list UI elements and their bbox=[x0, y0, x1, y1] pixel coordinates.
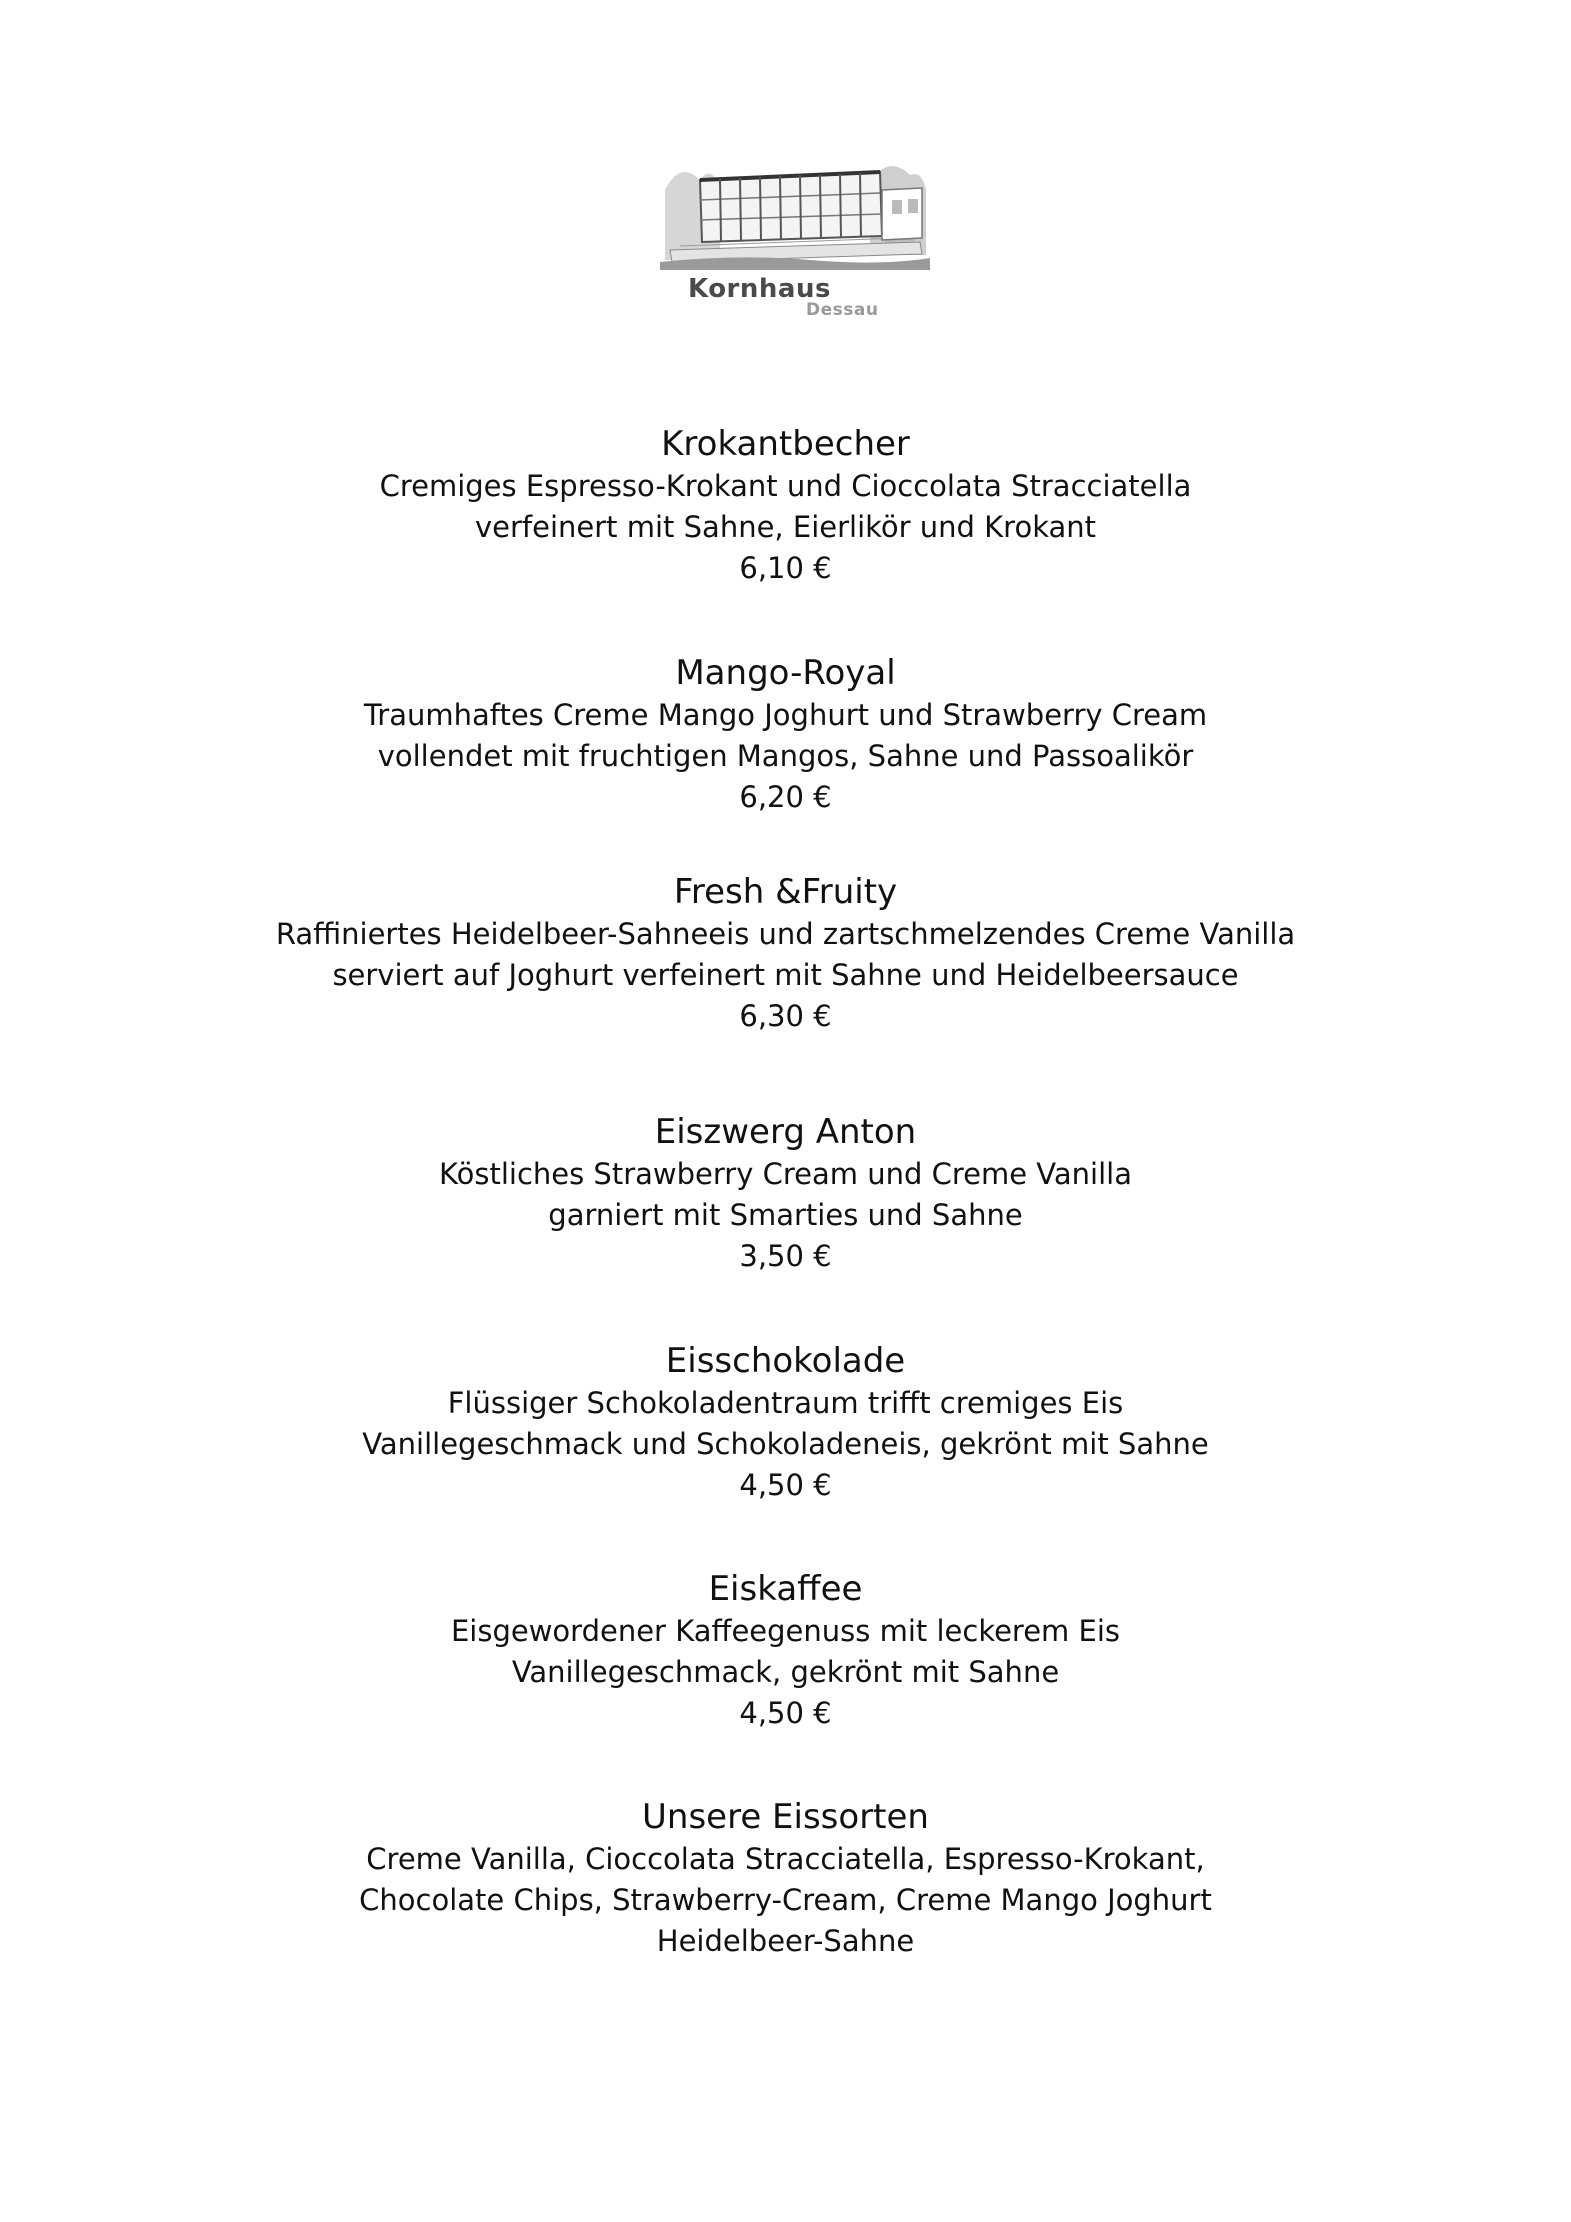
item-price: 6,30 € bbox=[739, 999, 832, 1033]
item-description-line: verfeinert mit Sahne, Eierlikör und Krokant bbox=[474, 510, 1097, 544]
logo-city: Dessau bbox=[806, 300, 879, 320]
item-title: Eisschokolade bbox=[665, 1341, 906, 1381]
logo-name: Kornhaus bbox=[688, 274, 831, 304]
menu-item-unsere-eissorten bbox=[0, 1795, 1571, 1962]
item-description-line: Chocolate Chips, Strawberry-Cream, Creme Mango Joghurt bbox=[359, 1883, 1212, 1917]
item-description-line: Köstliches Strawberry Cream und Creme Vanilla bbox=[439, 1157, 1132, 1191]
item-price: 4,50 € bbox=[739, 1696, 832, 1730]
item-description-line: garniert mit Smarties und Sahne bbox=[548, 1198, 1023, 1232]
item-price: 6,20 € bbox=[739, 780, 832, 814]
item-description-line: Vanillegeschmack, gekrönt mit Sahne bbox=[511, 1655, 1060, 1689]
item-description-line: Cremiges Espresso-Krokant und Cioccolata Stracciatella bbox=[379, 469, 1192, 503]
item-title: Eiszwerg Anton bbox=[654, 1112, 917, 1152]
item-title: Fresh &Fruity bbox=[673, 872, 898, 912]
menu-item-eiszwerg-anton bbox=[0, 1110, 1571, 1277]
item-title: Mango-Royal bbox=[675, 653, 896, 693]
item-price: 6,10 € bbox=[739, 551, 832, 585]
item-price: 4,50 € bbox=[739, 1468, 832, 1502]
item-title: Krokantbecher bbox=[661, 424, 910, 464]
item-description-line: vollendet mit fruchtigen Mangos, Sahne und Passoalikör bbox=[377, 739, 1194, 773]
item-description-line: Creme Vanilla, Cioccolata Stracciatella, Espresso-Krokant, bbox=[366, 1842, 1205, 1876]
item-description-line: Heidelbeer-Sahne bbox=[656, 1924, 915, 1958]
menu-item-fresh-fruity bbox=[0, 870, 1571, 1037]
kornhaus-building-image bbox=[660, 150, 930, 270]
menu-item-eiskaffee bbox=[0, 1567, 1571, 1734]
logo bbox=[660, 150, 930, 330]
item-title: Unsere Eissorten bbox=[642, 1797, 929, 1837]
item-title: Eiskaffee bbox=[708, 1569, 863, 1609]
item-price: 3,50 € bbox=[739, 1239, 832, 1273]
item-description-line: Vanillegeschmack und Schokoladeneis, gekrönt mit Sahne bbox=[362, 1427, 1209, 1461]
menu-item-mango-royal bbox=[0, 651, 1571, 818]
item-description-line: Traumhaftes Creme Mango Joghurt und Strawberry Cream bbox=[363, 698, 1208, 732]
item-description-line: Raffiniertes Heidelbeer-Sahneeis und zartschmelzendes Creme Vanilla bbox=[275, 917, 1296, 951]
item-description-line: Flüssiger Schokoladentraum trifft cremiges Eis bbox=[447, 1386, 1124, 1420]
item-description-line: Eisgewordener Kaffeegenuss mit leckerem Eis bbox=[450, 1614, 1121, 1648]
menu-item-krokantbecher bbox=[0, 422, 1571, 589]
item-description-line: serviert auf Joghurt verfeinert mit Sahne und Heidelbeersauce bbox=[332, 958, 1239, 992]
menu-item-eisschokolade bbox=[0, 1339, 1571, 1506]
